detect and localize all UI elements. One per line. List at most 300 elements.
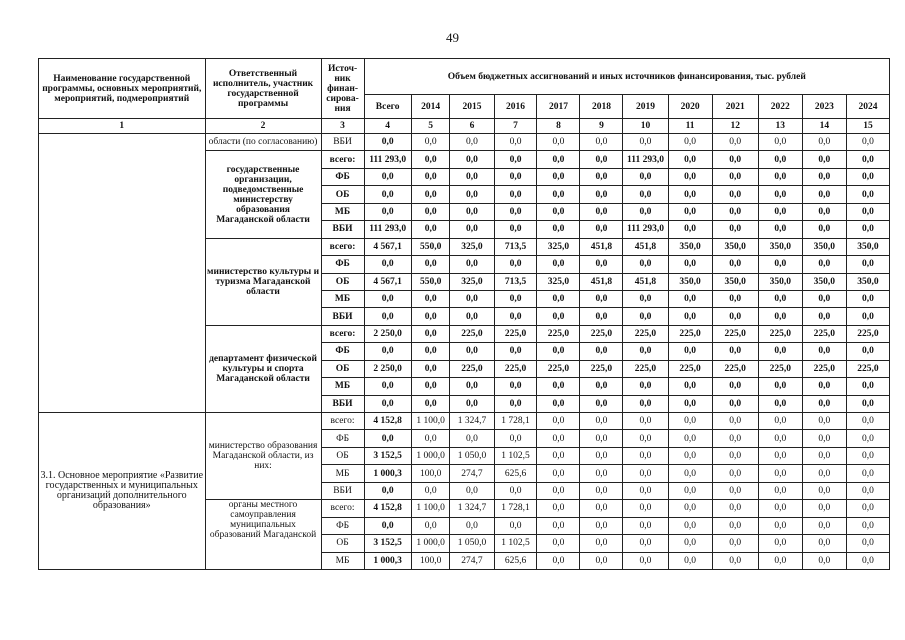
total-value: 2 250,0: [364, 325, 411, 342]
year-value: 0,0: [846, 308, 889, 325]
funding-source: МБ: [321, 378, 364, 395]
year-value: 0,0: [623, 203, 668, 220]
page-number: 49: [446, 30, 459, 45]
year-value: 0,0: [580, 500, 623, 517]
header-year: 2016: [494, 95, 537, 119]
year-value: 0,0: [623, 308, 668, 325]
funding-source: ВБИ: [321, 134, 364, 151]
total-value: 3 152,5: [364, 447, 411, 464]
funding-source: МБ: [321, 552, 364, 570]
year-value: 0,0: [537, 552, 580, 570]
year-value: 0,0: [758, 535, 802, 552]
year-value: 325,0: [537, 238, 580, 255]
year-value: 0,0: [846, 290, 889, 307]
header-year: 2019: [623, 95, 668, 119]
year-value: 625,6: [494, 465, 537, 482]
year-value: 0,0: [450, 482, 494, 499]
year-value: 0,0: [758, 343, 802, 360]
year-value: 0,0: [712, 343, 758, 360]
year-value: 451,8: [623, 273, 668, 290]
year-value: 225,0: [450, 360, 494, 377]
year-value: 350,0: [846, 273, 889, 290]
year-value: 0,0: [623, 290, 668, 307]
executor-name: органы местного самоуправления муниципальных образований Магаданской: [205, 500, 321, 570]
year-value: 225,0: [668, 325, 712, 342]
year-value: 0,0: [802, 151, 846, 168]
year-value: 350,0: [668, 273, 712, 290]
year-value: 0,0: [537, 221, 580, 238]
funding-source: МБ: [321, 290, 364, 307]
year-value: 0,0: [450, 134, 494, 151]
year-value: 0,0: [494, 290, 537, 307]
year-value: 350,0: [846, 238, 889, 255]
header-year: 2014: [411, 95, 450, 119]
year-value: 0,0: [537, 308, 580, 325]
year-value: 0,0: [494, 482, 537, 499]
year-value: 0,0: [580, 343, 623, 360]
year-value: 0,0: [846, 535, 889, 552]
year-value: 1 102,5: [494, 535, 537, 552]
year-value: 0,0: [537, 395, 580, 412]
year-value: 0,0: [494, 151, 537, 168]
year-value: 225,0: [758, 325, 802, 342]
year-value: 0,0: [758, 395, 802, 412]
column-number: 11: [668, 119, 712, 134]
executor-name: министерство культуры и туризма Магаданской области: [205, 238, 321, 325]
year-value: 0,0: [537, 343, 580, 360]
year-value: 0,0: [623, 447, 668, 464]
header-year: 2017: [537, 95, 580, 119]
year-value: 0,0: [712, 134, 758, 151]
year-value: 0,0: [580, 465, 623, 482]
year-value: 0,0: [580, 395, 623, 412]
year-value: 0,0: [712, 186, 758, 203]
year-value: 0,0: [537, 151, 580, 168]
total-value: 0,0: [364, 430, 411, 447]
column-number: 13: [758, 119, 802, 134]
year-value: 0,0: [846, 517, 889, 534]
total-value: 0,0: [364, 168, 411, 185]
funding-source: ВБИ: [321, 395, 364, 412]
year-value: 225,0: [758, 360, 802, 377]
year-value: 0,0: [537, 168, 580, 185]
year-value: 0,0: [668, 343, 712, 360]
year-value: 0,0: [712, 465, 758, 482]
funding-source: ВБИ: [321, 482, 364, 499]
year-value: 225,0: [537, 325, 580, 342]
year-value: 0,0: [623, 482, 668, 499]
year-value: 0,0: [450, 256, 494, 273]
year-value: 0,0: [712, 413, 758, 430]
year-value: 0,0: [668, 447, 712, 464]
year-value: 0,0: [450, 517, 494, 534]
year-value: 0,0: [494, 430, 537, 447]
year-value: 225,0: [846, 325, 889, 342]
year-value: 0,0: [668, 482, 712, 499]
year-value: 0,0: [494, 308, 537, 325]
year-value: 0,0: [712, 552, 758, 570]
year-value: 0,0: [712, 221, 758, 238]
total-value: 0,0: [364, 395, 411, 412]
year-value: 0,0: [758, 186, 802, 203]
total-value: 0,0: [364, 343, 411, 360]
year-value: 0,0: [411, 186, 450, 203]
year-value: 0,0: [623, 552, 668, 570]
year-value: 0,0: [411, 395, 450, 412]
year-value: 111 293,0: [623, 151, 668, 168]
year-value: 274,7: [450, 552, 494, 570]
year-value: 0,0: [758, 482, 802, 499]
header-year: 2020: [668, 95, 712, 119]
funding-source: всего:: [321, 413, 364, 430]
year-value: 0,0: [494, 221, 537, 238]
year-value: 0,0: [758, 168, 802, 185]
year-value: 0,0: [537, 517, 580, 534]
year-value: 0,0: [450, 221, 494, 238]
year-value: 0,0: [712, 203, 758, 220]
year-value: 0,0: [846, 500, 889, 517]
executor-name: департамент физической культуры и спорта Магаданской области: [205, 325, 321, 412]
year-value: 0,0: [450, 308, 494, 325]
total-value: 0,0: [364, 203, 411, 220]
year-value: 0,0: [802, 343, 846, 360]
year-value: 0,0: [758, 413, 802, 430]
year-value: 0,0: [846, 221, 889, 238]
year-value: 0,0: [411, 168, 450, 185]
year-value: 0,0: [580, 186, 623, 203]
header-volume: Объем бюджетных ассигнований и иных источников финансирования, тыс. рублей: [364, 59, 889, 95]
year-value: 0,0: [450, 203, 494, 220]
budget-table: [38, 58, 890, 570]
year-value: 0,0: [537, 186, 580, 203]
header-year: 2022: [758, 95, 802, 119]
year-value: 0,0: [758, 430, 802, 447]
year-value: 0,0: [712, 500, 758, 517]
year-value: 1 728,1: [494, 500, 537, 517]
year-value: 0,0: [494, 395, 537, 412]
year-value: 0,0: [846, 465, 889, 482]
header-year: 2015: [450, 95, 494, 119]
year-value: 0,0: [494, 517, 537, 534]
funding-source: всего:: [321, 325, 364, 342]
total-value: 0,0: [364, 290, 411, 307]
year-value: 0,0: [802, 447, 846, 464]
funding-source: ФБ: [321, 168, 364, 185]
year-value: 0,0: [846, 151, 889, 168]
year-value: 0,0: [846, 413, 889, 430]
funding-source: ФБ: [321, 256, 364, 273]
year-value: 0,0: [802, 413, 846, 430]
year-value: 225,0: [580, 325, 623, 342]
year-value: 0,0: [668, 430, 712, 447]
year-value: 0,0: [846, 203, 889, 220]
year-value: 1 050,0: [450, 447, 494, 464]
year-value: 0,0: [802, 430, 846, 447]
header-year: 2018: [580, 95, 623, 119]
year-value: 225,0: [494, 325, 537, 342]
year-value: 0,0: [450, 343, 494, 360]
column-number: 1: [39, 119, 206, 134]
year-value: 0,0: [450, 378, 494, 395]
year-value: 0,0: [580, 290, 623, 307]
header-total: Всего: [364, 95, 411, 119]
total-value: 111 293,0: [364, 151, 411, 168]
total-value: 4 152,8: [364, 413, 411, 430]
year-value: 0,0: [580, 151, 623, 168]
year-value: 0,0: [450, 151, 494, 168]
year-value: 0,0: [802, 256, 846, 273]
funding-source: всего:: [321, 500, 364, 517]
year-value: 0,0: [494, 378, 537, 395]
year-value: 0,0: [846, 447, 889, 464]
year-value: 0,0: [758, 151, 802, 168]
year-value: 225,0: [668, 360, 712, 377]
year-value: 0,0: [411, 430, 450, 447]
header-year: 2021: [712, 95, 758, 119]
year-value: 0,0: [668, 535, 712, 552]
total-value: 0,0: [364, 517, 411, 534]
year-value: 0,0: [580, 203, 623, 220]
year-value: 0,0: [802, 290, 846, 307]
funding-source: ФБ: [321, 343, 364, 360]
total-value: 111 293,0: [364, 221, 411, 238]
year-value: 0,0: [537, 134, 580, 151]
year-value: 0,0: [580, 221, 623, 238]
year-value: 0,0: [802, 308, 846, 325]
year-value: 0,0: [537, 500, 580, 517]
year-value: 451,8: [580, 238, 623, 255]
year-value: 0,0: [623, 413, 668, 430]
year-value: 0,0: [758, 447, 802, 464]
year-value: 0,0: [411, 203, 450, 220]
year-value: 0,0: [623, 395, 668, 412]
year-value: 0,0: [668, 203, 712, 220]
column-number: 12: [712, 119, 758, 134]
year-value: 0,0: [623, 500, 668, 517]
year-value: 0,0: [712, 378, 758, 395]
year-value: 350,0: [712, 238, 758, 255]
column-number: 15: [846, 119, 889, 134]
year-value: 0,0: [537, 290, 580, 307]
year-value: 0,0: [411, 378, 450, 395]
year-value: 0,0: [580, 168, 623, 185]
year-value: 325,0: [450, 238, 494, 255]
year-value: 0,0: [537, 535, 580, 552]
total-value: 1 000,3: [364, 552, 411, 570]
header-name: Наименование государственной программы, основных мероприятий, мероприятий, подмероприятий: [39, 59, 206, 119]
year-value: 0,0: [537, 465, 580, 482]
year-value: 350,0: [758, 273, 802, 290]
year-value: 0,0: [802, 395, 846, 412]
year-value: 0,0: [668, 395, 712, 412]
year-value: 0,0: [802, 552, 846, 570]
funding-source: ФБ: [321, 430, 364, 447]
year-value: 0,0: [494, 256, 537, 273]
executor-name: министерство образования Магаданской области, из них:: [205, 413, 321, 500]
header-executor: Ответственный исполнитель, участник государственной программы: [205, 59, 321, 119]
year-value: 0,0: [802, 378, 846, 395]
year-value: 713,5: [494, 273, 537, 290]
year-value: 0,0: [668, 517, 712, 534]
year-value: 0,0: [411, 151, 450, 168]
year-value: 0,0: [668, 186, 712, 203]
column-number: 5: [411, 119, 450, 134]
year-value: 0,0: [668, 221, 712, 238]
year-value: 0,0: [668, 413, 712, 430]
year-value: 0,0: [846, 134, 889, 151]
funding-source: ОБ: [321, 273, 364, 290]
year-value: 0,0: [537, 447, 580, 464]
year-value: 0,0: [450, 186, 494, 203]
year-value: 0,0: [712, 168, 758, 185]
year-value: 0,0: [758, 517, 802, 534]
year-value: 1 100,0: [411, 413, 450, 430]
total-value: 0,0: [364, 134, 411, 151]
year-value: 0,0: [758, 221, 802, 238]
measure-name: [39, 134, 206, 413]
year-value: 350,0: [758, 238, 802, 255]
header-year: 2023: [802, 95, 846, 119]
total-value: 0,0: [364, 308, 411, 325]
funding-source: ВБИ: [321, 308, 364, 325]
year-value: 0,0: [537, 256, 580, 273]
year-value: 0,0: [580, 256, 623, 273]
year-value: 111 293,0: [623, 221, 668, 238]
year-value: 0,0: [580, 413, 623, 430]
column-number: 3: [321, 119, 364, 134]
executor-name: государственные организации, подведомственные министерству образования Магаданской области: [205, 151, 321, 238]
year-value: 0,0: [712, 447, 758, 464]
funding-source: МБ: [321, 203, 364, 220]
year-value: 0,0: [411, 290, 450, 307]
year-value: 0,0: [668, 465, 712, 482]
year-value: 0,0: [846, 430, 889, 447]
year-value: 0,0: [846, 378, 889, 395]
year-value: 0,0: [802, 517, 846, 534]
year-value: 0,0: [411, 517, 450, 534]
year-value: 0,0: [712, 290, 758, 307]
year-value: 0,0: [846, 168, 889, 185]
year-value: 0,0: [411, 256, 450, 273]
year-value: 1 728,1: [494, 413, 537, 430]
year-value: 225,0: [623, 325, 668, 342]
year-value: 0,0: [668, 500, 712, 517]
year-value: 100,0: [411, 465, 450, 482]
year-value: 225,0: [494, 360, 537, 377]
funding-source: ФБ: [321, 517, 364, 534]
year-value: 1 100,0: [411, 500, 450, 517]
year-value: 0,0: [450, 168, 494, 185]
year-value: 0,0: [846, 395, 889, 412]
year-value: 0,0: [846, 186, 889, 203]
year-value: 0,0: [623, 186, 668, 203]
measure-name: 3.1. Основное мероприятие «Развитие государственных и муниципальных организаций дополнительного образования»: [39, 413, 206, 570]
year-value: 0,0: [623, 168, 668, 185]
column-number: 7: [494, 119, 537, 134]
year-value: 0,0: [846, 552, 889, 570]
year-value: 0,0: [668, 256, 712, 273]
year-value: 0,0: [494, 186, 537, 203]
year-value: 0,0: [537, 203, 580, 220]
year-value: 0,0: [494, 343, 537, 360]
year-value: 0,0: [712, 535, 758, 552]
year-value: 0,0: [802, 134, 846, 151]
total-value: 4 152,8: [364, 500, 411, 517]
year-value: 0,0: [802, 168, 846, 185]
year-value: 0,0: [494, 203, 537, 220]
funding-source: всего:: [321, 238, 364, 255]
funding-source: ОБ: [321, 186, 364, 203]
year-value: 451,8: [580, 273, 623, 290]
year-value: 0,0: [758, 203, 802, 220]
year-value: 0,0: [623, 343, 668, 360]
year-value: 0,0: [623, 430, 668, 447]
year-value: 225,0: [580, 360, 623, 377]
year-value: 0,0: [411, 134, 450, 151]
year-value: 0,0: [537, 378, 580, 395]
year-value: 0,0: [758, 256, 802, 273]
year-value: 0,0: [668, 290, 712, 307]
year-value: 0,0: [411, 482, 450, 499]
funding-source: ОБ: [321, 535, 364, 552]
year-value: 225,0: [802, 360, 846, 377]
year-value: 0,0: [758, 465, 802, 482]
year-value: 0,0: [537, 430, 580, 447]
year-value: 1 050,0: [450, 535, 494, 552]
year-value: 225,0: [450, 325, 494, 342]
year-value: 0,0: [623, 256, 668, 273]
year-value: 0,0: [802, 221, 846, 238]
year-value: 0,0: [712, 395, 758, 412]
total-value: 0,0: [364, 186, 411, 203]
year-value: 0,0: [623, 535, 668, 552]
year-value: 325,0: [537, 273, 580, 290]
year-value: 0,0: [580, 447, 623, 464]
column-number: 4: [364, 119, 411, 134]
year-value: 325,0: [450, 273, 494, 290]
total-value: 4 567,1: [364, 273, 411, 290]
total-value: 0,0: [364, 256, 411, 273]
year-value: 0,0: [580, 482, 623, 499]
year-value: 550,0: [411, 238, 450, 255]
year-value: 0,0: [846, 256, 889, 273]
year-value: 225,0: [712, 325, 758, 342]
column-number: 14: [802, 119, 846, 134]
year-value: 0,0: [580, 552, 623, 570]
year-value: 225,0: [537, 360, 580, 377]
year-value: 1 102,5: [494, 447, 537, 464]
year-value: 0,0: [411, 221, 450, 238]
year-value: 0,0: [758, 134, 802, 151]
year-value: 1 324,7: [450, 500, 494, 517]
year-value: 225,0: [623, 360, 668, 377]
funding-source: ОБ: [321, 447, 364, 464]
year-value: 0,0: [712, 517, 758, 534]
total-value: 0,0: [364, 378, 411, 395]
year-value: 0,0: [580, 308, 623, 325]
year-value: 0,0: [623, 465, 668, 482]
year-value: 0,0: [537, 413, 580, 430]
year-value: 0,0: [580, 378, 623, 395]
year-value: 0,0: [411, 325, 450, 342]
year-value: 1 000,0: [411, 447, 450, 464]
total-value: 1 000,3: [364, 465, 411, 482]
year-value: 0,0: [802, 482, 846, 499]
executor-name: области (по согласованию): [205, 134, 321, 151]
year-value: 0,0: [411, 343, 450, 360]
table-row: [39, 134, 890, 151]
total-value: 3 152,5: [364, 535, 411, 552]
